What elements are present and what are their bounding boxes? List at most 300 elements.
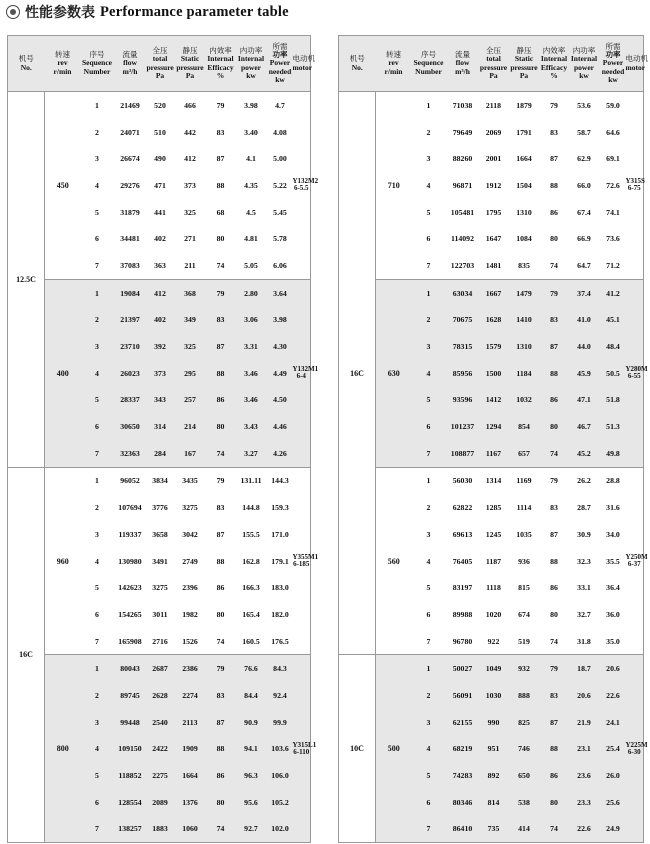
data-cell: 4.30 bbox=[268, 333, 293, 360]
motor-cell: Y315S 6-75 bbox=[625, 177, 645, 193]
data-cell: 92.4 bbox=[268, 682, 293, 709]
data-cell: 69.1 bbox=[606, 154, 620, 164]
data-cell: 1314 bbox=[480, 467, 508, 494]
data-cell: 1032 bbox=[508, 387, 541, 414]
data-cell: 59.0 bbox=[606, 100, 620, 110]
data-cell: 83 bbox=[207, 682, 235, 709]
speed-cell: 960 bbox=[45, 467, 81, 655]
data-cell: 835 bbox=[518, 260, 530, 270]
data-cell: 45.1 bbox=[601, 307, 626, 334]
data-cell: 26.2 bbox=[568, 467, 601, 494]
header-text: 内效率 bbox=[542, 45, 566, 55]
data-cell: 2 bbox=[95, 503, 99, 513]
header-efficiency bbox=[541, 36, 568, 92]
data-cell: 814 bbox=[480, 789, 508, 816]
data-cell: 159.3 bbox=[271, 503, 289, 513]
data-cell: 5 bbox=[81, 762, 114, 789]
data-cell: 1060 bbox=[174, 816, 207, 843]
data-cell: 1310 bbox=[508, 333, 541, 360]
data-cell: 86 bbox=[541, 762, 568, 789]
data-cell: 79 bbox=[550, 100, 558, 110]
data-cell: 68 bbox=[216, 207, 225, 217]
data-cell: 5.78 bbox=[273, 234, 287, 244]
data-cell: 33.1 bbox=[577, 583, 591, 593]
data-cell: 7 bbox=[426, 636, 431, 646]
data-cell: 1628 bbox=[480, 307, 508, 334]
header-text: 功率 bbox=[272, 49, 288, 59]
data-cell: 343 bbox=[147, 387, 174, 414]
header-text: % bbox=[550, 70, 558, 80]
data-cell: 392 bbox=[147, 333, 174, 360]
motor-cell: Y250M 6-37 bbox=[626, 467, 644, 655]
data-cell: 99.9 bbox=[268, 709, 293, 736]
header-text: Number bbox=[83, 66, 111, 76]
data-cell: 74 bbox=[541, 440, 568, 467]
data-cell: 41.2 bbox=[601, 279, 626, 306]
header-text: Internal bbox=[207, 54, 234, 64]
data-cell: 32.3 bbox=[577, 556, 591, 566]
data-cell: 23710 bbox=[114, 333, 147, 360]
data-cell: 3491 bbox=[152, 556, 168, 566]
data-cell: 1167 bbox=[480, 440, 508, 467]
header-text: 机号 bbox=[349, 54, 365, 64]
data-cell: 1412 bbox=[480, 387, 508, 414]
data-cell: 3.31 bbox=[235, 333, 268, 360]
data-cell: 1410 bbox=[508, 307, 541, 334]
data-cell: 3275 bbox=[182, 503, 198, 513]
data-cell: 88 bbox=[216, 556, 225, 566]
data-cell: 2628 bbox=[147, 682, 174, 709]
header-text: 机号 bbox=[18, 54, 34, 64]
data-cell: 80 bbox=[216, 234, 225, 244]
motor-cell: Y132M1 6-4 bbox=[293, 279, 311, 467]
data-cell: 83 bbox=[541, 307, 568, 334]
data-cell: 7 bbox=[95, 260, 99, 270]
motor-cell: Y355M1 6-185 bbox=[293, 467, 311, 655]
data-cell: 3.46 bbox=[235, 387, 268, 414]
data-cell: 1187 bbox=[485, 556, 502, 566]
data-cell: 295 bbox=[174, 360, 207, 387]
data-cell: 1020 bbox=[485, 609, 502, 619]
data-cell: 2001 bbox=[485, 154, 502, 164]
header-text: r/min bbox=[384, 66, 403, 76]
data-cell: 35.0 bbox=[606, 636, 620, 646]
title-chinese: 性能参数表 bbox=[25, 5, 95, 21]
data-cell: 74.1 bbox=[606, 207, 620, 217]
data-cell: 3 bbox=[95, 154, 99, 164]
header-text: 功率 bbox=[605, 49, 621, 59]
header-motor bbox=[625, 36, 648, 92]
data-cell: 166.3 bbox=[242, 583, 260, 593]
header-text: power bbox=[241, 62, 261, 72]
data-cell: 2113 bbox=[174, 709, 207, 736]
data-cell: 2 bbox=[426, 127, 431, 137]
data-cell: 58.7 bbox=[577, 127, 591, 137]
data-cell: 1500 bbox=[480, 360, 508, 387]
data-cell: 80 bbox=[541, 789, 568, 816]
machine-number-cell: 10C bbox=[339, 655, 376, 843]
data-cell: 3.27 bbox=[235, 440, 268, 467]
data-cell: 1883 bbox=[147, 816, 174, 843]
data-cell: 1376 bbox=[174, 789, 207, 816]
data-cell: 76405 bbox=[452, 556, 473, 566]
data-cell: 70675 bbox=[446, 307, 480, 334]
header-row bbox=[339, 36, 644, 92]
data-cell: 1084 bbox=[516, 234, 532, 244]
data-cell: 325 bbox=[174, 333, 207, 360]
data-cell: 34.0 bbox=[606, 529, 620, 539]
data-cell: 79 bbox=[541, 655, 568, 682]
data-cell: 80 bbox=[550, 234, 558, 244]
data-cell: 89988 bbox=[452, 609, 473, 619]
data-cell: 87 bbox=[207, 333, 235, 360]
data-cell: 80 bbox=[550, 609, 558, 619]
data-cell: 510 bbox=[154, 127, 166, 137]
data-cell: 6 bbox=[95, 234, 99, 244]
data-cell: 90.9 bbox=[235, 709, 268, 736]
data-cell: 4.81 bbox=[244, 234, 258, 244]
data-cell: 83 bbox=[550, 503, 558, 513]
data-cell: 96.3 bbox=[235, 762, 268, 789]
speed-cell: 710 bbox=[387, 180, 400, 190]
data-cell: 538 bbox=[508, 789, 541, 816]
data-cell: 95.6 bbox=[235, 789, 268, 816]
header-machine-no bbox=[8, 36, 45, 92]
data-cell: 87 bbox=[541, 333, 568, 360]
header-text: 转速 bbox=[386, 49, 401, 59]
machine-number-cell: 12.5C bbox=[8, 92, 45, 468]
data-cell: 24.1 bbox=[601, 709, 626, 736]
data-cell: 25.6 bbox=[601, 789, 626, 816]
data-cell: 64.7 bbox=[577, 260, 591, 270]
data-cell: 22.6 bbox=[601, 682, 626, 709]
data-cell: 1285 bbox=[485, 503, 502, 513]
header-text: needed bbox=[268, 66, 292, 76]
data-cell: 102.0 bbox=[268, 816, 293, 843]
data-cell: 130980 bbox=[118, 556, 142, 566]
data-cell: 73.6 bbox=[606, 234, 620, 244]
header-static-pressure bbox=[508, 36, 541, 92]
data-cell: 31879 bbox=[120, 207, 140, 217]
data-cell: 284 bbox=[147, 440, 174, 467]
data-cell: 892 bbox=[480, 762, 508, 789]
data-cell: 85956 bbox=[446, 360, 480, 387]
data-cell: 138257 bbox=[114, 816, 147, 843]
data-cell: 47.1 bbox=[568, 387, 601, 414]
data-cell: 1667 bbox=[480, 279, 508, 306]
data-cell: 83 bbox=[216, 503, 225, 513]
data-cell: 3658 bbox=[152, 529, 168, 539]
data-cell: 74 bbox=[207, 816, 235, 843]
header-text: Internal bbox=[237, 54, 265, 64]
data-cell: 746 bbox=[508, 736, 541, 763]
data-cell: 80346 bbox=[446, 789, 480, 816]
data-cell: 51.3 bbox=[601, 413, 626, 440]
data-cell: 71.2 bbox=[606, 260, 620, 270]
data-cell: 66.9 bbox=[577, 234, 591, 244]
data-cell: 103.6 bbox=[268, 736, 293, 763]
header-text: 转速 bbox=[55, 49, 70, 59]
data-cell: 442 bbox=[184, 127, 196, 137]
data-cell: 83197 bbox=[452, 583, 473, 593]
header-text: 所需 bbox=[272, 41, 288, 51]
data-cell: 93596 bbox=[446, 387, 480, 414]
data-cell: 80 bbox=[216, 609, 225, 619]
data-cell: 368 bbox=[174, 279, 207, 306]
data-cell: 50.5 bbox=[601, 360, 626, 387]
header-power-needed bbox=[268, 36, 293, 92]
data-cell: 20.6 bbox=[601, 655, 626, 682]
data-cell: 990 bbox=[480, 709, 508, 736]
data-cell: 79 bbox=[207, 467, 235, 494]
header-text: kw bbox=[246, 70, 256, 80]
data-cell: 932 bbox=[508, 655, 541, 682]
header-text: power bbox=[574, 62, 594, 72]
data-cell: 62.9 bbox=[577, 154, 591, 164]
data-cell: 50027 bbox=[446, 655, 480, 682]
data-cell: 414 bbox=[508, 816, 541, 843]
data-cell: 155.5 bbox=[242, 529, 260, 539]
data-cell: 490 bbox=[154, 154, 166, 164]
data-cell: 412 bbox=[184, 154, 196, 164]
header-row bbox=[8, 36, 311, 92]
data-cell: 21469 bbox=[120, 100, 140, 110]
data-cell: 1879 bbox=[516, 100, 532, 110]
data-cell: 83 bbox=[550, 127, 558, 137]
header-text: m³/h bbox=[122, 66, 138, 76]
data-cell: 1118 bbox=[486, 583, 501, 593]
speed-cell: 800 bbox=[45, 655, 81, 843]
data-cell: 1664 bbox=[174, 762, 207, 789]
data-cell: 5.22 bbox=[273, 180, 287, 190]
data-cell: 1479 bbox=[508, 279, 541, 306]
data-cell: 2687 bbox=[147, 655, 174, 682]
data-cell: 23.6 bbox=[568, 762, 601, 789]
data-cell: 657 bbox=[508, 440, 541, 467]
data-cell: 1030 bbox=[480, 682, 508, 709]
data-cell: 36.0 bbox=[606, 609, 620, 619]
data-cell: 74 bbox=[550, 260, 558, 270]
data-cell: 4 bbox=[95, 556, 99, 566]
data-cell: 107694 bbox=[118, 503, 142, 513]
table-row bbox=[8, 92, 311, 119]
data-cell: 214 bbox=[174, 413, 207, 440]
data-cell: 80 bbox=[541, 413, 568, 440]
data-cell: 86410 bbox=[446, 816, 480, 843]
header-text: total bbox=[152, 54, 168, 64]
data-cell: 951 bbox=[480, 736, 508, 763]
data-cell: 20.6 bbox=[568, 682, 601, 709]
data-cell: 854 bbox=[508, 413, 541, 440]
data-cell: 4 bbox=[412, 736, 446, 763]
data-cell: 3275 bbox=[152, 583, 168, 593]
data-cell: 88 bbox=[207, 736, 235, 763]
data-cell: 520 bbox=[154, 100, 166, 110]
data-cell: 88 bbox=[216, 180, 225, 190]
data-cell: 21.9 bbox=[568, 709, 601, 736]
data-cell: 1912 bbox=[485, 180, 502, 190]
page-title-bar bbox=[6, 2, 289, 22]
data-cell: 176.5 bbox=[271, 636, 289, 646]
header-text: rev bbox=[57, 58, 68, 68]
data-cell: 4.08 bbox=[273, 127, 287, 137]
data-cell: 650 bbox=[508, 762, 541, 789]
data-cell: 4.46 bbox=[268, 413, 293, 440]
data-cell: 6.06 bbox=[273, 260, 287, 270]
data-cell: 165.4 bbox=[242, 609, 260, 619]
data-cell: 32363 bbox=[114, 440, 147, 467]
data-cell: 87 bbox=[216, 154, 225, 164]
table-row bbox=[339, 467, 644, 494]
header-speed bbox=[376, 36, 412, 92]
data-cell: 4.49 bbox=[268, 360, 293, 387]
data-cell: 314 bbox=[147, 413, 174, 440]
header-text: Sequence bbox=[413, 58, 444, 68]
header-text: r/min bbox=[53, 66, 72, 76]
data-cell: 519 bbox=[518, 636, 530, 646]
table-row bbox=[339, 655, 644, 682]
data-cell: 36.4 bbox=[606, 583, 620, 593]
header-text: 静压 bbox=[516, 45, 532, 55]
data-cell: 1909 bbox=[174, 736, 207, 763]
data-cell: 144.3 bbox=[268, 467, 293, 494]
header-text: Sequence bbox=[82, 58, 112, 68]
data-cell: 31.6 bbox=[606, 503, 620, 513]
data-cell: 88 bbox=[541, 736, 568, 763]
data-cell: 86 bbox=[550, 583, 558, 593]
data-cell: 2 bbox=[412, 682, 446, 709]
data-cell: 441 bbox=[154, 207, 166, 217]
data-cell: 88 bbox=[207, 360, 235, 387]
header-text: 电动机 bbox=[625, 54, 648, 64]
header-text: 内效率 bbox=[209, 45, 232, 55]
table-row bbox=[339, 92, 644, 119]
data-cell: 71038 bbox=[452, 100, 473, 110]
data-cell: 2 bbox=[81, 682, 114, 709]
data-cell: 815 bbox=[518, 583, 530, 593]
data-cell: 3435 bbox=[174, 467, 207, 494]
data-cell: 24071 bbox=[120, 127, 140, 137]
data-cell: 1035 bbox=[516, 529, 532, 539]
machine-number-cell: 16C bbox=[339, 92, 376, 655]
data-cell: 76.6 bbox=[235, 655, 268, 682]
data-cell: 471 bbox=[154, 180, 166, 190]
data-cell: 1526 bbox=[182, 636, 198, 646]
header-text: flow bbox=[455, 58, 470, 68]
data-cell: 37083 bbox=[120, 260, 140, 270]
data-cell: 108877 bbox=[446, 440, 480, 467]
data-cell: 88 bbox=[550, 180, 558, 190]
header-text: Static bbox=[514, 54, 534, 64]
data-cell: 53.6 bbox=[577, 100, 591, 110]
data-cell: 4.50 bbox=[268, 387, 293, 414]
data-cell: 1169 bbox=[508, 467, 541, 494]
data-cell: 87 bbox=[550, 529, 558, 539]
data-cell: 257 bbox=[174, 387, 207, 414]
header-text: 静压 bbox=[182, 45, 198, 55]
header-text: Number bbox=[415, 66, 442, 76]
data-cell: 86 bbox=[541, 387, 568, 414]
data-cell: 2386 bbox=[174, 655, 207, 682]
data-cell: 29276 bbox=[120, 180, 140, 190]
data-cell: 3.43 bbox=[235, 413, 268, 440]
data-cell: 105.2 bbox=[268, 789, 293, 816]
data-cell: 80043 bbox=[114, 655, 147, 682]
data-cell: 402 bbox=[147, 307, 174, 334]
data-cell: 35.5 bbox=[606, 556, 620, 566]
header-text: motor bbox=[625, 62, 646, 72]
data-cell: 167 bbox=[174, 440, 207, 467]
header-text: 全压 bbox=[152, 45, 168, 55]
data-cell: 118852 bbox=[114, 762, 147, 789]
data-cell: 825 bbox=[508, 709, 541, 736]
data-cell: 1294 bbox=[480, 413, 508, 440]
header-text: Internal bbox=[540, 54, 568, 64]
data-cell: 26674 bbox=[120, 154, 140, 164]
header-text: 序号 bbox=[89, 49, 105, 59]
data-cell: 74283 bbox=[446, 762, 480, 789]
data-cell: 56030 bbox=[446, 467, 480, 494]
data-cell: 3834 bbox=[147, 467, 174, 494]
data-cell: 62155 bbox=[446, 709, 480, 736]
data-cell: 6 bbox=[412, 413, 446, 440]
header-seq bbox=[81, 36, 114, 92]
data-cell: 3011 bbox=[152, 609, 168, 619]
speed-cell: 400 bbox=[45, 279, 81, 467]
data-cell: 1982 bbox=[182, 609, 198, 619]
header-text: Pa bbox=[155, 70, 165, 80]
data-cell: 1 bbox=[81, 655, 114, 682]
data-cell: 5 bbox=[426, 207, 431, 217]
data-cell: 109150 bbox=[114, 736, 147, 763]
data-cell: 2275 bbox=[147, 762, 174, 789]
data-cell: 86 bbox=[207, 762, 235, 789]
data-cell: 30650 bbox=[114, 413, 147, 440]
data-cell: 3 bbox=[81, 709, 114, 736]
data-cell: 4 bbox=[426, 180, 431, 190]
data-cell: 211 bbox=[184, 260, 196, 270]
data-cell: 2 bbox=[95, 127, 99, 137]
data-cell: 74 bbox=[541, 816, 568, 843]
header-text: kw bbox=[579, 70, 589, 80]
header-text: 流量 bbox=[122, 49, 138, 59]
data-cell: 936 bbox=[518, 556, 530, 566]
data-cell: 1 bbox=[412, 467, 446, 494]
data-cell: 88 bbox=[541, 360, 568, 387]
data-cell: 74 bbox=[207, 440, 235, 467]
data-cell: 412 bbox=[147, 279, 174, 306]
performance-table-left bbox=[7, 35, 319, 843]
data-cell: 26.0 bbox=[601, 762, 626, 789]
data-cell: 5 bbox=[81, 387, 114, 414]
machine-number-cell: 16C bbox=[8, 467, 45, 843]
data-cell: 1 bbox=[81, 279, 114, 306]
data-cell: 1664 bbox=[516, 154, 532, 164]
data-cell: 80 bbox=[207, 789, 235, 816]
data-cell: 66.0 bbox=[577, 180, 591, 190]
data-cell: 49.8 bbox=[601, 440, 626, 467]
header-text: No. bbox=[20, 62, 32, 72]
header-seq bbox=[412, 36, 446, 92]
data-cell: 87 bbox=[216, 529, 225, 539]
data-cell: 3.64 bbox=[268, 279, 293, 306]
header-text: Pa bbox=[489, 70, 498, 80]
data-cell: 2716 bbox=[152, 636, 168, 646]
data-cell: 2.80 bbox=[235, 279, 268, 306]
data-cell: 3.98 bbox=[244, 100, 258, 110]
header-text: 内功率 bbox=[239, 45, 263, 55]
data-cell: 23.3 bbox=[568, 789, 601, 816]
